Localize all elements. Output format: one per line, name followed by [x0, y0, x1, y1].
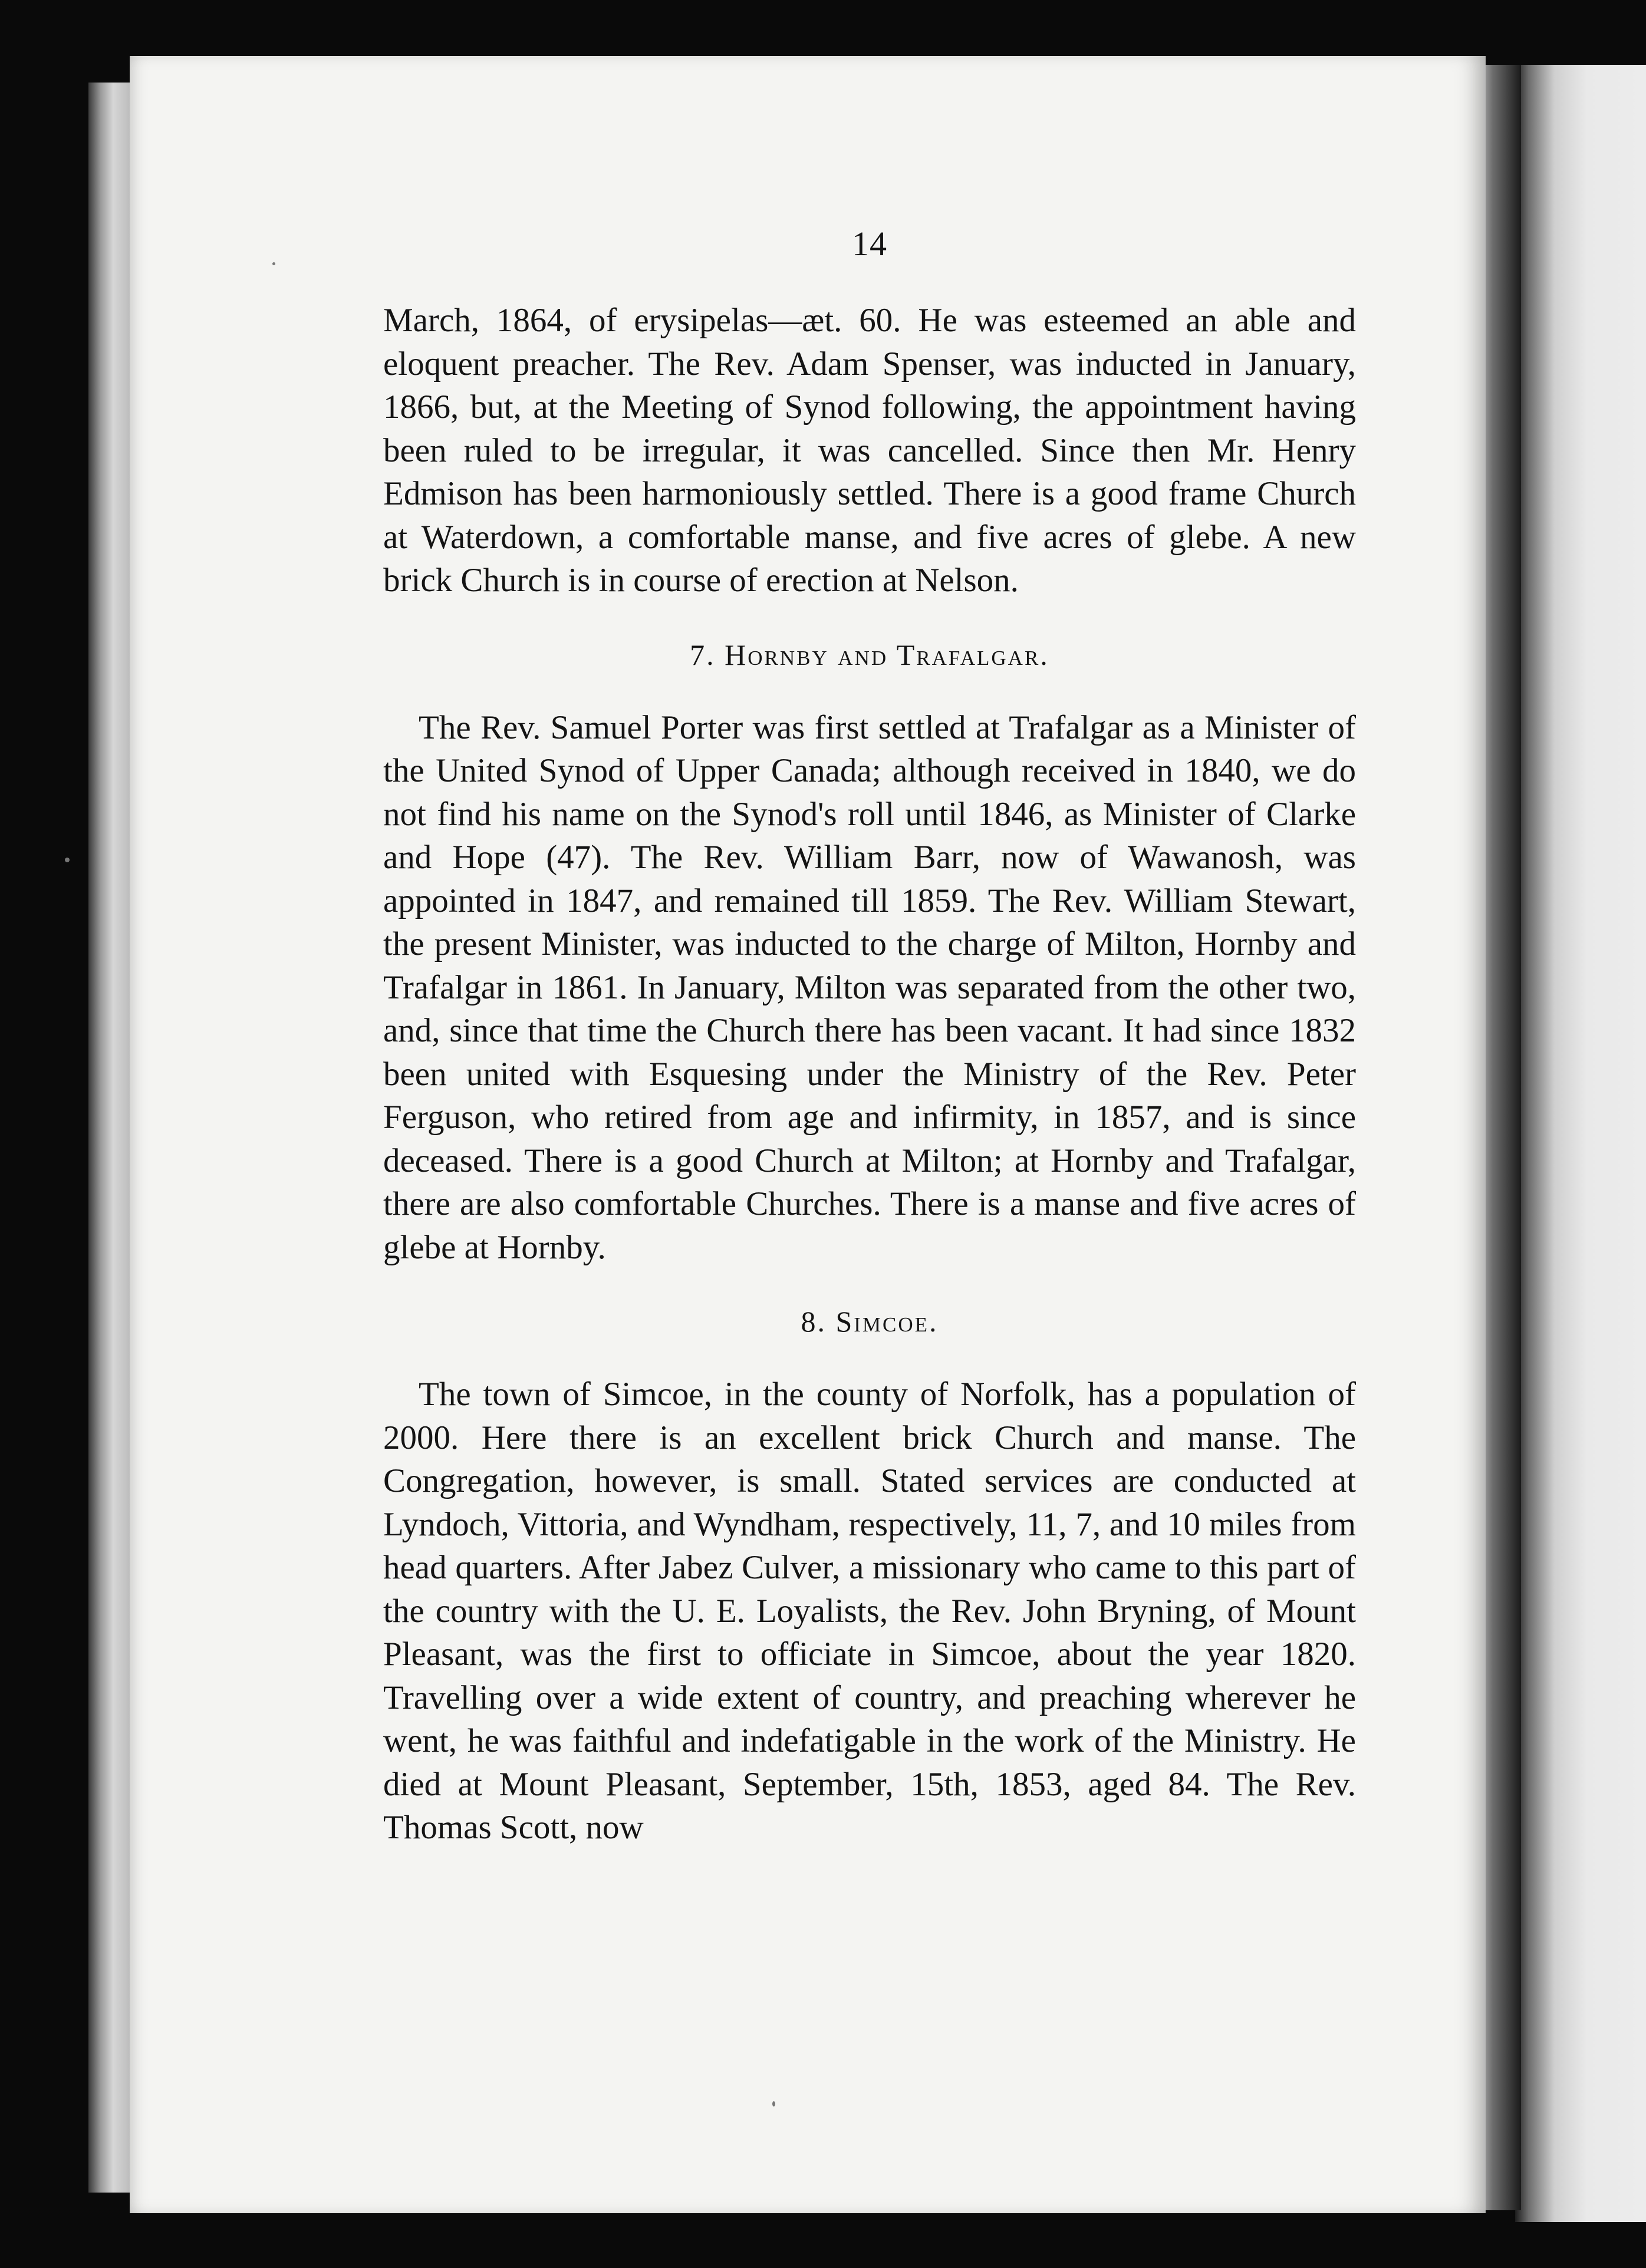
- page-number: 14: [852, 225, 887, 263]
- page-text: [383, 224, 1356, 1850]
- section-heading-hornby-trafalgar: [383, 638, 1356, 672]
- heading-text: 8. Simcoe.: [801, 1305, 939, 1338]
- scan-speck: [772, 2101, 775, 2107]
- heading-text: 7. Hornby and Trafalgar.: [690, 638, 1049, 671]
- paragraph-waterdown-continuation: March, 1864, of erysipelas—æt. 60. He was esteemed an able and eloquent preacher. The Rev. Adam Spenser, was inducted in January, 1866, but, at the Meeting of Synod following, the appointment having been ruled to be irregular, it was cancelled. Since then Mr. Henry Edmison has been harmoniously settled. There is a good frame Church at Waterdown, a comfortable manse, and five acres of glebe. A new brick Church is in course of erection at Nelson.: [383, 302, 1356, 599]
- facing-page-edge: [1515, 65, 1646, 2222]
- scan-speck: [65, 858, 70, 862]
- paragraph-simcoe: The town of Simcoe, in the county of Norfolk, has a population of 2000. Here there is an excellent brick Church and manse. The Congregation, however, is small. Stated services are conducted at Lyndoch, Vittoria, and Wyndham, respectively, 11, 7, and 10 miles from head quarters. After Jabez Culver, a missionary who came to this part of the country with the U. E. Loyalists, the Rev. John Bryning, of Mount Pleasant, was the first to officiate in Simcoe, about the year 1820. Travelling over a wide extent of country, and preaching wherever he went, he was faithful and indefatigable in the work of the Ministry. He died at Mount Pleasant, September, 15th, 1853, aged 84. The Rev. Thomas Scott, now: [383, 1376, 1356, 1846]
- binding-edge: [88, 83, 130, 2193]
- paragraph-hornby-trafalgar: The Rev. Samuel Porter was first settled at Trafalgar as a Minister of the United Synod of Upper Canada; although received in 1840, we do not find his name on the Synod's roll until 1846, as Minister of Clarke and Hope (47). The Rev. William Barr, now of Wawanosh, was appointed in 1847, and remained till 1859. The Rev. William Stewart, the present Minister, was inducted to the charge of Milton, Hornby and Trafalgar in 1861. In January, Milton was separated from the other two, and, since that time the Church there has been vacant. It had since 1832 been united with Esquesing under the Ministry of the Rev. Peter Ferguson, who retired from age and infirmity, in 1857, and is since deceased. There is a good Church at Milton; at Hornby and Trafalgar, there are also comfortable Churches. There is a manse and five acres of glebe at Hornby.: [383, 708, 1356, 1266]
- section-heading-simcoe: [383, 1304, 1356, 1339]
- scan-speck: [272, 262, 275, 265]
